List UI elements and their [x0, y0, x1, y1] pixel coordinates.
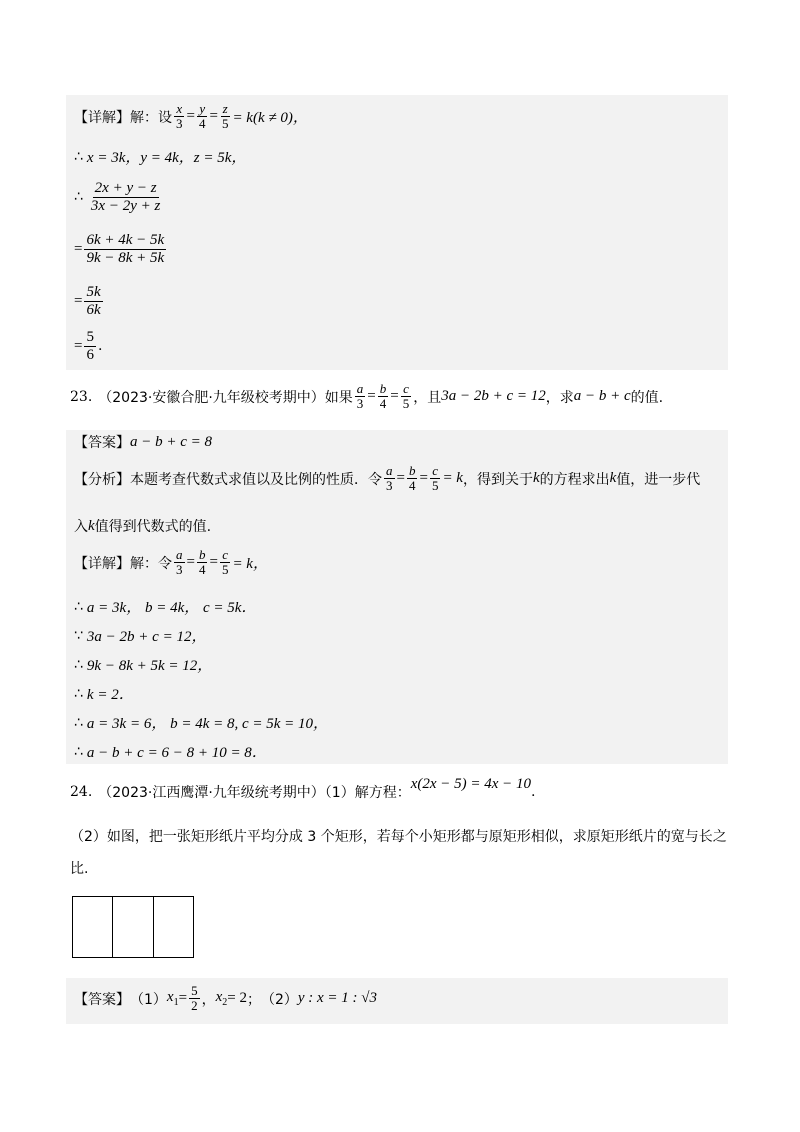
condition-equation: 3a − 2b + c = 12: [441, 388, 546, 405]
sub-rectangle: [73, 897, 113, 957]
question-23: 23. （2023·安徽合肥·九年级校考期中）如果 $\frac{a}{3}$ = $\frac{b}{4}$ = $\frac{c}{5}$ ，且 3a − 2b + c = 12 ，求 a − b + c 的值.: [70, 381, 664, 412]
question-source: （2023·江西鹰潭·九年级统考期中）（1）解方程：: [98, 785, 411, 801]
detail-23-line-2: ∵ 3a − 2b + c = 12，: [74, 627, 207, 645]
detail1-label: 【详解】解：设: [74, 109, 172, 126]
detail-23-line-5: ∴ a = 3k = 6， b = 4k = 8, c = 5k = 10，: [74, 714, 329, 732]
therefore-symbol: ∴: [74, 714, 83, 731]
because-symbol: ∵: [74, 627, 83, 644]
therefore-symbol: ∴: [74, 189, 83, 205]
detail-23-line-1: ∴ a = 3k， b = 4k， c = 5k．: [74, 598, 257, 616]
detail1-line-1: ∴ x = 3k，y = 4k，z = 5k，: [74, 148, 247, 166]
fraction: $\frac{5}{2}$: [191, 983, 198, 1014]
sub-rectangle: [113, 897, 153, 957]
analysis-label: 【分析】: [74, 471, 130, 488]
fraction: $\frac{a}{3}$: [176, 547, 183, 578]
fraction: $\frac{5k}{6k}$: [86, 284, 101, 318]
fraction: $\frac{z}{5}$: [221, 101, 229, 132]
analysis-23-line-1: 【分析】 本题考查代数式求值以及比例的性质．令 $\frac{a}{3}$ = $\frac{b}{4}$ = $\frac{c}{5}$ = k ，得到关于 k 的方程求出 k 值，进一步代: [74, 463, 701, 494]
answer-value: a − b + c = 8: [130, 433, 213, 450]
fraction: $\frac{a}{3}$: [356, 381, 364, 412]
detail-label: 【详解】解：令: [74, 555, 172, 572]
detail-23-line-6: ∴ a − b + c = 6 − 8 + 10 = 8．: [74, 743, 267, 761]
question-24-part2-line2: 比.: [70, 861, 89, 877]
detail1-setup: 【详解】解：设 $\frac{x}{3}$ = $\frac{y}{4}$ = $\frac{z}{5}$ = k(k ≠ 0)，: [74, 101, 308, 132]
fraction: $\frac{b}{4}$: [379, 381, 387, 412]
fraction: $\frac{c}{5}$: [221, 547, 229, 578]
therefore-symbol: ∴: [74, 743, 83, 760]
detail-23-line-3: ∴ 9k − 8k + 5k = 12，: [74, 656, 213, 674]
detail1-line-2: [74, 180, 164, 214]
therefore-symbol: ∴: [74, 598, 83, 615]
question-24: 24. （2023·江西鹰潭·九年级统考期中）（1）解方程： x(2x − 5) = 4x − 10 .: [70, 775, 536, 801]
question-number: 24.: [70, 784, 93, 800]
fraction: $\frac{5}{6}$: [86, 329, 94, 363]
fraction: $\frac{a}{3}$: [386, 463, 393, 494]
fraction: $\frac{y}{4}$: [198, 101, 206, 132]
therefore-symbol: ∴: [74, 148, 83, 165]
therefore-symbol: ∴: [74, 656, 83, 673]
equation: x(2x − 5) = 4x − 10: [410, 775, 532, 792]
detail1-line-3: = $\frac{6k + 4k - 5k}{9k - 8k + 5k}$: [74, 232, 165, 266]
detail1-line-4: = $\frac{5k}{6k}$: [74, 284, 101, 318]
rectangle-figure: [72, 896, 194, 958]
answer-label: 【答案】: [74, 435, 130, 451]
question-number: 23.: [70, 388, 93, 405]
ratio-answer: y : x = 1 : √3: [297, 990, 378, 1007]
sub-rectangle: [154, 897, 193, 957]
question-24-part2-line1: （2）如图，把一张矩形纸片平均分成 3 个矩形，若每个小矩形都与原矩形相似，求原矩形纸片的宽与长之: [70, 829, 727, 845]
answer-23: [74, 432, 212, 452]
fraction: $\frac{c}{5}$: [431, 463, 439, 494]
detail-23-setup: 【详解】解：令 $\frac{a}{3}$ = $\frac{b}{4}$ = $\frac{c}{5}$ = k，: [74, 547, 268, 578]
fraction: $\frac{c}{5}$: [402, 381, 410, 412]
answer-label: 【答案】: [74, 991, 130, 1008]
fraction: $\frac{x}{3}$: [176, 101, 183, 132]
ask-expression: a − b + c: [573, 388, 631, 405]
detail-23-line-4: ∴ k = 2．: [74, 685, 134, 703]
fraction: $\frac{2x + y - z}{3x - 2y + z}$: [90, 180, 161, 214]
fraction: $\frac{b}{4}$: [408, 463, 416, 494]
fraction: $\frac{b}{4}$: [198, 547, 206, 578]
answer-24: 【答案】 （1） $x_1$ = $\frac{5}{2}$ ， $x_2$ = 2 ； （2） y : x = 1 : √3: [74, 983, 378, 1014]
question-source: （2023·安徽合肥·九年级校考期中）如果: [98, 389, 353, 406]
analysis-23-line-2: 入 k 值得到代数式的值.: [74, 517, 212, 535]
detail1-line-5: = $\frac{5}{6}$ .: [74, 329, 103, 363]
detail1-setup-tail: = k(k ≠ 0)，: [232, 110, 308, 127]
therefore-symbol: ∴: [74, 685, 83, 702]
fraction: $\frac{6k + 4k - 5k}{9k - 8k + 5k}$: [86, 232, 165, 266]
